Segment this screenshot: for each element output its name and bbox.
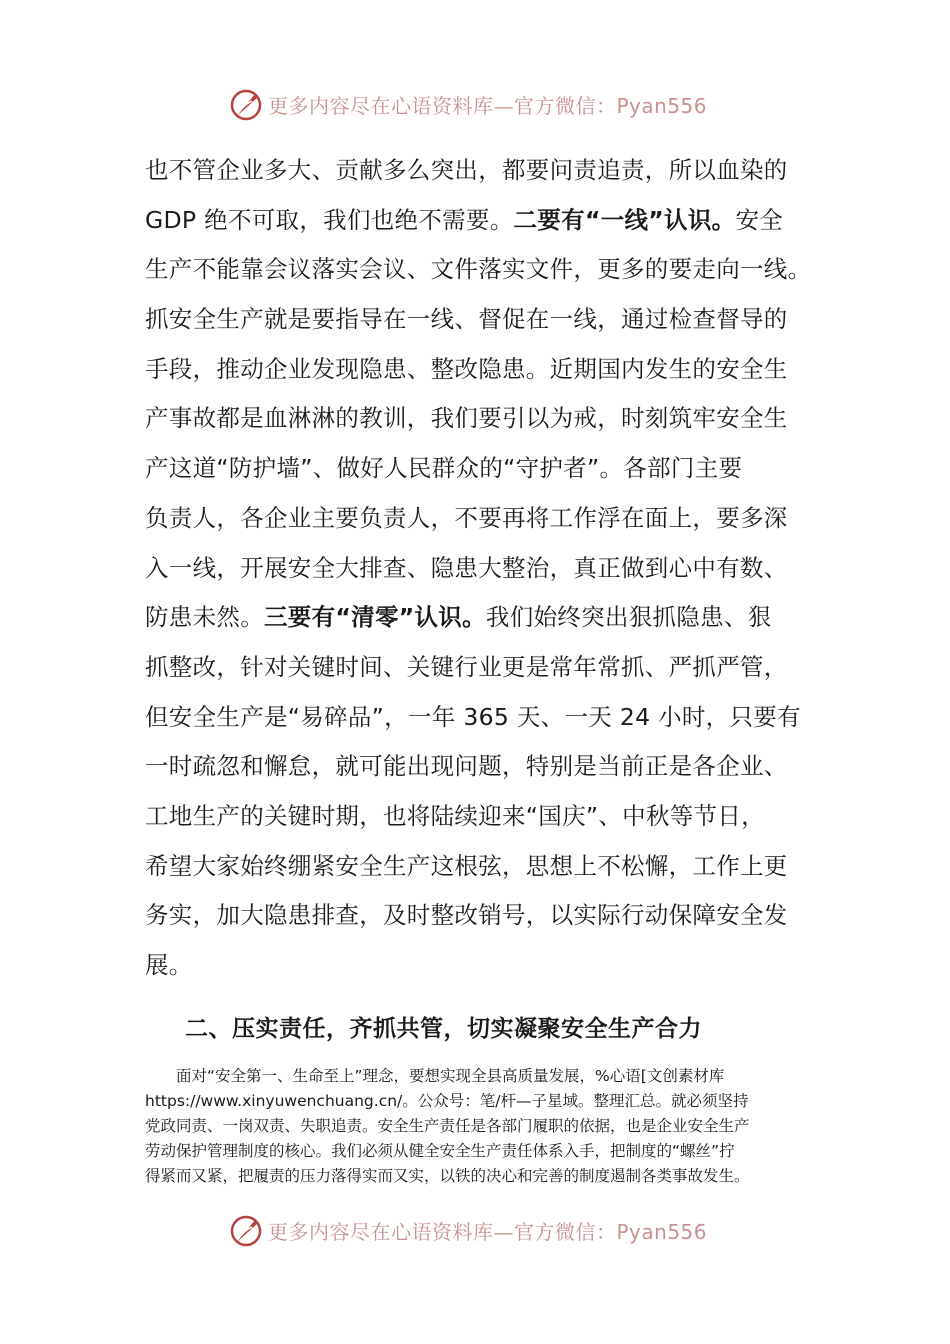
header-banner-text: 更多内容尽在心语资料库—官方微信：Pyan556: [268, 93, 708, 118]
body-line: 也不管企业多大、贡献多么突出，都要问责追责，所以血染的: [145, 156, 788, 184]
body-line: GDP 绝不可取，我们也绝不需要。二要有“一线”认识。安全: [145, 205, 784, 234]
header-wechat-id: Pyan556: [616, 93, 708, 118]
footer-banner: [228, 1210, 707, 1250]
bold-point-three: 三要有“清零”认识。: [264, 603, 486, 632]
quill-logo-icon: [228, 86, 264, 122]
body-line: 一时疏忽和懈怠，就可能出现问题，特别是当前正是各企业、: [145, 752, 788, 781]
body-line: 但安全生产是“易碎品”，一年 365 天、一天 24 小时，只要有: [145, 702, 801, 731]
body-text: [145, 146, 825, 991]
section-heading: 二、压实责任，齐抓共管，切实凝聚安全生产合力: [185, 1016, 702, 1042]
paragraph-line: 得紧而又紧，把履责的压力落得实而又实，以铁的决心和完善的制度遏制各类事故发生。: [145, 1167, 750, 1185]
paragraph-line: https://www.xinyuwenchuang.cn/。公众号：笔/杆—子星域。整理汇总。就必须坚持: [145, 1092, 749, 1110]
body-line: 产事故都是血淋淋的教训，我们要引以为戒，时刻筑牢安全生: [145, 404, 788, 433]
body-line: 手段，推动企业发现隐患、整改隐患。近期国内发生的安全生: [145, 354, 788, 383]
bold-point-two: 二要有“一线”认识。: [513, 205, 736, 234]
header-banner: [228, 84, 707, 124]
body-line: 展。: [145, 951, 193, 979]
body-line: 产这道“防护墙”、做好人民群众的“守护者”。各部门主要: [145, 454, 743, 483]
paragraph-line: 党政同责、一岗双责、失职追责。安全生产责任是各部门履职的依据，也是企业安全生产: [145, 1117, 750, 1135]
body-line: 希望大家始终绷紧安全生产这根弦，思想上不松懈，工作上更: [145, 851, 788, 880]
body-line: 负责人，各企业主要负责人，不要再将工作浮在面上，要多深: [145, 503, 788, 532]
body-line: 防患未然。三要有“清零”认识。我们始终突出狠抓隐患、狠: [145, 603, 772, 632]
paragraph-line: 劳动保护管理制度的核心。我们必须从健全安全生产责任体系入手，把制度的“螺丝”拧: [145, 1142, 735, 1160]
body-line: 抓整改，针对关键时间、关键行业更是常年常抓、严抓严管，: [145, 652, 788, 681]
body-line: 抓安全生产就是要指导在一线、督促在一线，通过检查督导的: [145, 305, 788, 334]
footer-banner-text: 更多内容尽在心语资料库—官方微信：Pyan556: [268, 1219, 708, 1244]
footer-wechat-id: Pyan556: [616, 1219, 708, 1244]
paragraph-line: 面对“安全第一、生命至上”理念，要想实现全县高质量发展，%心语[文创素材库: [145, 1067, 725, 1085]
body-line: 务实，加大隐患排查，及时整改销号，以实际行动保障安全发: [145, 901, 788, 930]
section-paragraph: [145, 1064, 825, 1189]
body-line: 工地生产的关键时期，也将陆续迎来“国庆”、中秋等节日，: [145, 801, 765, 830]
quill-logo-icon: [228, 1212, 264, 1248]
body-line: 入一线，开展安全大排查、隐患大整治，真正做到心中有数、: [145, 553, 788, 582]
body-line: 生产不能靠会议落实会议、文件落实文件，更多的要走向一线。: [145, 255, 812, 284]
